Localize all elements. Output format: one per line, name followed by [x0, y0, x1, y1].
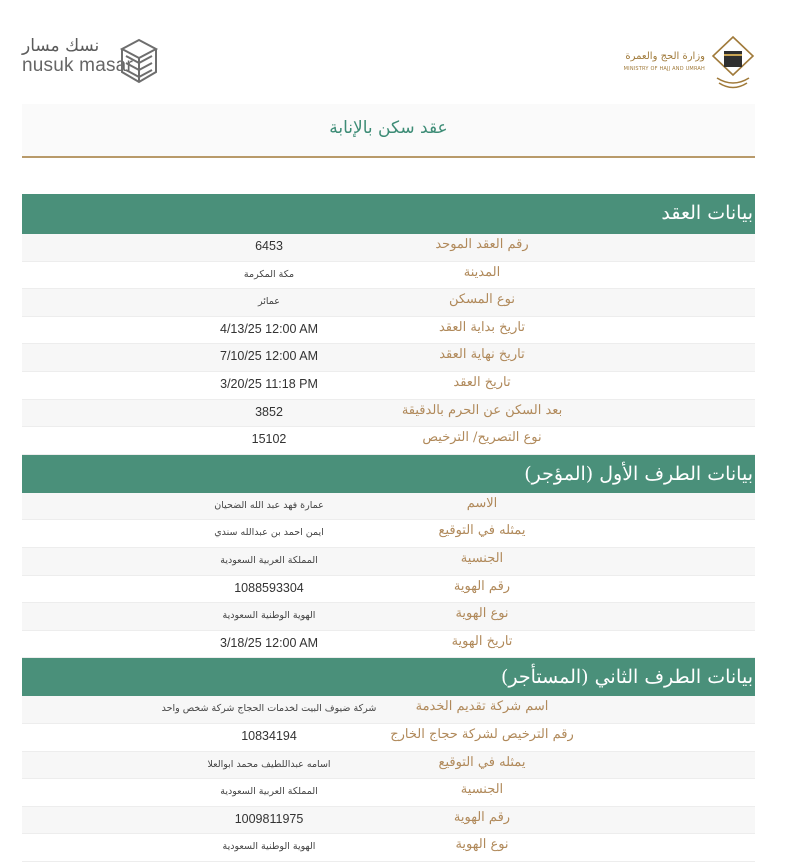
section-header-first-party: [22, 455, 755, 493]
table-row: [22, 631, 755, 659]
table-row: [22, 576, 755, 604]
table-row: [22, 344, 755, 372]
field-label: نوع التصريح/ الترخيص: [422, 430, 542, 446]
field-label: بعد السكن عن الحرم بالدقيقة: [401, 402, 563, 418]
field-label: اسم شركة تقديم الخدمة: [415, 699, 549, 715]
field-value: المملكة العربية السعودية: [220, 554, 318, 566]
page-header: [0, 0, 787, 100]
field-value: 3/18/25 12:00 AM: [220, 635, 318, 650]
table-row: [22, 427, 755, 455]
table-row: [22, 696, 755, 724]
table-row: [22, 834, 755, 862]
field-label: نوع الهوية: [455, 606, 509, 622]
field-label: تاريخ العقد: [453, 374, 511, 390]
field-label: يمثله في التوقيع: [438, 754, 526, 770]
section-title: بيانات العقد: [661, 202, 753, 224]
ministry-logo: [587, 34, 757, 94]
field-value: 4/13/25 12:00 AM: [220, 321, 318, 336]
table-row: [22, 317, 755, 345]
field-label: يمثله في التوقيع: [438, 523, 526, 539]
field-value: 7/10/25 12:00 AM: [220, 349, 318, 364]
field-label: المدينة: [463, 264, 501, 280]
table-row: [22, 372, 755, 400]
table-row: [22, 807, 755, 835]
title-bar: [22, 104, 755, 158]
table-row: [22, 289, 755, 317]
field-label: رقم الهوية: [453, 809, 511, 825]
field-label: رقم العقد الموحد: [435, 237, 529, 252]
table-row: [22, 724, 755, 752]
field-value: اسامه عبداللطيف محمد ابوالعلا: [207, 758, 331, 770]
field-value: 3/20/25 11:18 PM: [220, 376, 318, 391]
first-party-rows: [22, 493, 755, 659]
contract-sheet: [22, 194, 755, 862]
field-value: 1009811975: [234, 811, 304, 826]
section-title: بيانات الطرف الثاني (المستأجر): [500, 666, 753, 689]
nusuk-logo-english: nusuk masar: [22, 55, 133, 76]
field-value: 1088593304: [234, 580, 304, 595]
field-label: تاريخ نهاية العقد: [439, 347, 525, 363]
nusuk-logo-arabic: نسك مسار: [22, 36, 100, 56]
field-label: الجنسية: [460, 550, 504, 566]
table-row: [22, 493, 755, 521]
field-value: ايمن احمد بن عبدالله سندي: [214, 527, 324, 539]
field-value: المملكة العربية السعودية: [220, 786, 318, 798]
field-value: 10834194: [241, 728, 297, 743]
contract-rows: [22, 234, 755, 455]
field-label: نوع الهوية: [455, 837, 509, 853]
nusuk-cube-icon: [118, 36, 160, 86]
field-value: عمائر: [258, 296, 280, 308]
table-row: [22, 234, 755, 262]
table-row: [22, 752, 755, 780]
field-label: رقم الهوية: [453, 578, 511, 594]
field-label: الاسم: [466, 495, 498, 511]
field-value: عمارة فهد عبد الله الضحيان: [214, 499, 324, 511]
ministry-name-arabic: وزارة الحج والعمرة: [625, 51, 705, 62]
field-value: 15102: [251, 432, 287, 447]
table-row: [22, 262, 755, 290]
field-value: 6453: [255, 239, 283, 253]
field-value: مكة المكرمة: [243, 268, 295, 280]
section-header-contract: [22, 194, 755, 234]
table-row: [22, 548, 755, 576]
field-label: الجنسية: [460, 782, 504, 798]
nusuk-masar-logo: [22, 36, 162, 92]
field-label: تاريخ بداية العقد: [438, 319, 526, 335]
field-value: 3852: [255, 404, 283, 419]
ministry-name-english: MINISTRY OF HAJJ AND UMRAH: [623, 66, 705, 72]
field-value: الهوية الوطنية السعودية: [222, 610, 316, 622]
field-label: تاريخ الهوية: [451, 633, 513, 649]
second-party-section: [22, 658, 755, 862]
kaaba-emblem-icon: [709, 34, 757, 92]
table-row: [22, 603, 755, 631]
second-party-rows: [22, 696, 755, 862]
first-party-section: [22, 455, 755, 659]
table-row: [22, 520, 755, 548]
table-row: [22, 779, 755, 807]
section-header-second-party: [22, 658, 755, 696]
section-title: بيانات الطرف الأول (المؤجر): [524, 462, 753, 485]
field-label: رقم الترخيص لشركة حجاج الخارج: [390, 726, 574, 742]
contract-section: [22, 194, 755, 455]
field-value: الهوية الوطنية السعودية: [222, 841, 316, 853]
field-label: نوع المسكن: [449, 292, 515, 308]
table-row: [22, 400, 755, 428]
page-title: عقد سكن بالإنابة: [329, 118, 448, 138]
field-value: شركة ضيوف البيت لخدمات الحجاج شركة شخص واحد: [161, 703, 377, 715]
